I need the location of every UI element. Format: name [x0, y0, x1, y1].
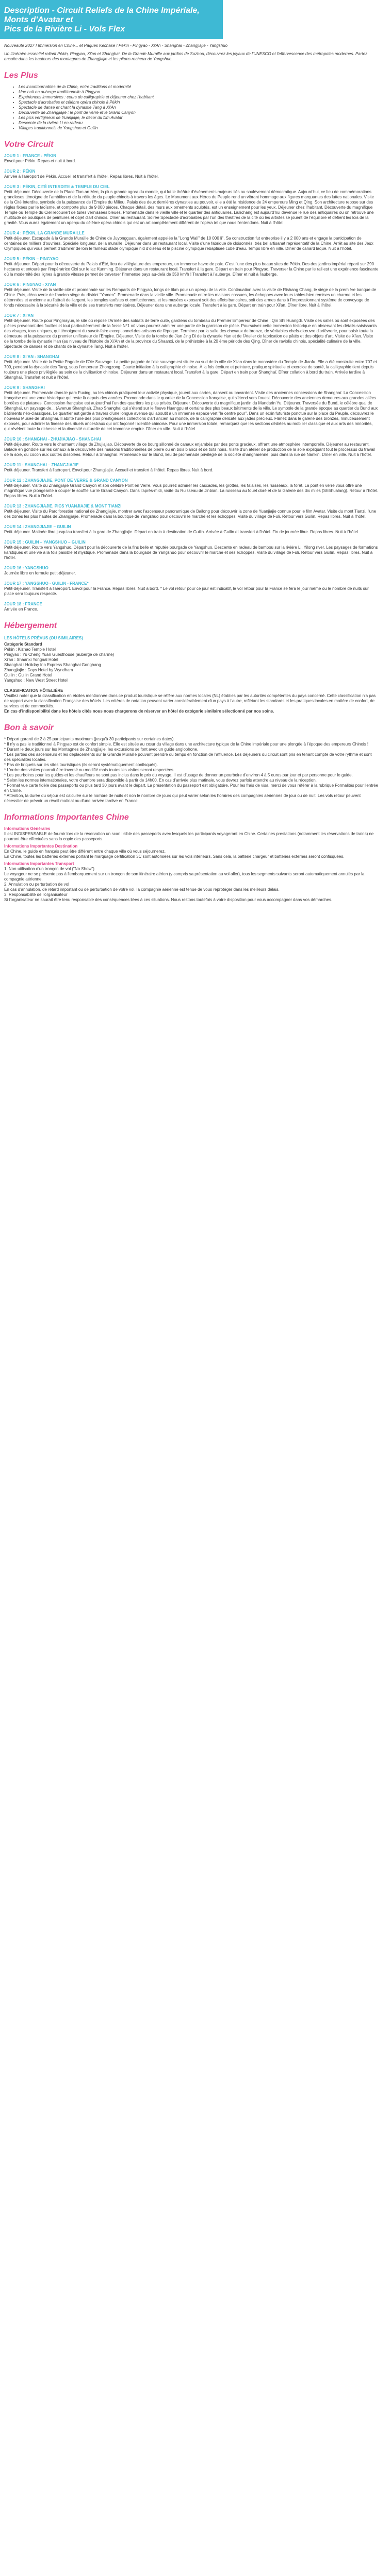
- plus-item: • Descente de la rivière Li en radeau: [19, 121, 379, 126]
- savoir-item: * Les pourboires pour les guides et les chauffeurs ne sont pas inclus dans le prix du voyage. Il est d'usage de donner un pourboire d'environ 4 à 5 euros par jour et par personne pour le guide.: [4, 773, 353, 777]
- day-title: JOUR 3 : PÉKIN, CITÉ INTERDITE & TEMPLE DU CIEL: [4, 184, 110, 189]
- day-block: [4, 437, 379, 457]
- day-title: JOUR 7 : XI'AN: [4, 313, 34, 318]
- plus-item: • Villages traditionnels de Yangshuo et Guilin: [19, 126, 379, 131]
- hotel-item: Zhangjiajie : Days Hotel by Wyndham: [4, 668, 73, 672]
- day-description: Arrivée à l'aéroport de Pékin. Accueil et transfert à l'hôtel. Repas libres. Nuit à l'hôtel.: [4, 174, 159, 179]
- infos-destination-body-2: En Chine, toutes les batteries externes portant le marquage certification 3C sont autorisées sur les vols intérieurs. Sans cela, la batterie chargeur et batteries externes seront confisquées.: [4, 854, 345, 859]
- day-block: [4, 184, 379, 226]
- savoir-item: * Pas de briquets sur les sites touristiques (ils seront systématiquement confisqués).: [4, 762, 158, 767]
- transport-item: Si l'organisateur ne saurait être tenu responsable des conséquences liées à ces situations. Nous restons toutefois à votre disposition pour vous accompagner dans vos démarches.: [4, 897, 333, 902]
- infos-transport-title: Informations Importantes Transport: [4, 861, 74, 866]
- day-description: Petit-déjeuner. Route vers Yangshuo. Départ pour la découverte de la fins belle et réputée bourgade de Yangshuo. Descente en radeau de bambou sur la rivière Li, Yilong river. Les paysages de formations karstiques et une vie à la fois paisible et mystique. Promenade dans la bourgade de Yangshuo pour découvrir le marché et ses échoppes. Visite du village de Fuli. Retour vers Guilin. Repas libres. Nuit à l'hôtel.: [4, 545, 378, 560]
- day-title: JOUR 16 : YANGSHUO: [4, 566, 48, 570]
- plus-item: • Une nuit en auberge traditionnelle à Pingyao: [19, 90, 379, 95]
- day-block: [4, 231, 379, 251]
- day-description: Petit-déjeuner. Promenade dans le parc Fuxing, au les chinois pratiquent leur activité physique, jouent aux cartes, dansent ou bavardent. Visite des anciennes concessions de Shanghaï. La Concession française est une zone historique qui reste là depuis des années. Promenade dans le quartier de la Concession française, qui s'étend vers l'ouest. Découverte des anciennes demeures aux grandes allées bordées de platanes. Concession française est aujourd'hui l'un des quartiers les plus prisés. Déjeuner. Découverte du magnifique jardin du Mandarin Yu. Déjeuner. Traversée du Bund, le célèbre quai de Shanghaï, un paysage de... (Avenue Shanghai). Zhao Shanghai qui s'étend sur le fleuve Huangpu et certains des plus beaux bâtiments de la ville. Le symbole de la grande époque au quartier du Bund aux bâtiments néo-classiques. Le quartier est gardé à travers d'une longue avenue qui aboutit à un immense espace vert "le centre pour". Dans un écrin futuriste ponctué sur la place du Peuple, découvrez le nouveau Musée de Shanghaï. Il abrite l'une des plus prestigieuses collections d'art ancien au monde, de la calligraphie délicate aux jades précieux. Flânez dans le galerie des bronzes, minutieusement exposés, pour admirer la finesse des rituels ancestraux qui ont façonné l'identité chinoise. Pour une immersion totale, remarquez que les sections dédiées au mobilier classique et aux arts des minorités, qui révèlent toute la richesse et la diversité culturelle de cet immense empire. Dîner en ville. Nuit à l'hôtel.: [4, 391, 378, 431]
- day-description: Petit-déjeuner. Transfert à l'aéroport. Envol pour Zhangjiajie. Accueil et transfert à l'hôtel. Repas libres. Nuit à bord.: [4, 468, 214, 472]
- day-title: JOUR 11 : SHANGHAI – ZHANGJIAJIE: [4, 463, 79, 467]
- day-title: JOUR 10 : SHANGHAI - ZHUJIAJIAO - SHANGHAI: [4, 437, 101, 442]
- savoir-item: * Il n'y a pas le traditionnel à Pingyao est de confort simple. Elle est située au cœur du village dans une architecture typique de la Chine impériale pour une plongée à l'époque des empereurs Chinois !: [4, 742, 369, 747]
- transport-item: 3. Responsabilité de l'organisateur: [4, 892, 68, 897]
- infos-title: Informations Importantes Chine: [4, 813, 129, 822]
- day-description: Envol pour Pékin. Repas et nuit à bord.: [4, 159, 76, 163]
- day-block: [4, 385, 379, 432]
- savoir-item: * Départ garanti de 2 à 25 participants maximum (jusqu'à 30 participants sur certaines dates).: [4, 737, 175, 741]
- day-description: Petit-déjeuner. Découverte de la Place Tian an Men, la plus grande agora du monde, qui fut le théâtre d'événements majeurs liés au soulèvement démocratique. Aujourd'hui, ce lieu de commémorations grandioses témoigne de l'ambition et de la rétitude du peuple chinois à travers les âges. Le Monument aux Héros du Peuple rend un vibrant hommage aux figures marquantes des luttes nationales. Visite de la Cité Interdite, symbole de la puissance de l'Empire du Milieu. Palais des deux dernières dynasties au pouvoir, elle a été la résidence de 24 empereurs Ming et Qing. Son architecture repose sur des règles fixées par le taoïsme, et comporte plus de 9 000 pièces. Chaque détail, des murs aux ornements sculptés, est un enseignement pour les yeux. Déjeuner chez l'habitant. Découverte du magnifique Temple ou Temple du Ciel recouvert de tuiles vernissées bleues. Promenade dans le vieille ville et le quartier des antiquaires. Liulichang est aujourd'hui devenue le rue des antiquaires où on retrouve une multitude de boutiques de peintures et objet d'art chinois. Dîner au restaurant. Soirée Spectacle d'acrobaties par l'un des théâtres de la cité où les artistes se jouent de l'équilibre et défient les lois de la gravité. Vous aurez également un aperçu du célèbre opéra chinois qui est un art complètement différent de l'opéra tel que nous l'entendons. Nuit à l'hôtel.: [4, 190, 374, 225]
- day-description: Petit-déjeuner. Matinée libre jusqu'au transfert à la gare de Zhangjiajie. Départ en train à destination de Guilin. Arrivée à Guilin et transfert à l'hôtel. Fin de journée libre. Repas libres. Nuit à l'hôtel.: [4, 530, 360, 534]
- transport-item: 2. Annulation ou perturbation de vol: [4, 882, 69, 887]
- circuit-title: Votre Circuit: [4, 140, 54, 149]
- day-block: [4, 504, 379, 519]
- day-block: [4, 463, 379, 473]
- hotel-item: Yangshuo : New West Street Hotel: [4, 678, 68, 683]
- day-block: [4, 154, 379, 164]
- page: [0, 0, 391, 913]
- savoir-item: * Selon les normes internationales, votre chambre sera disponible à partir de 14h00. En cas d'arrivée plus matinale, vous devrez parfois attendre au niveau de la réception.: [4, 778, 317, 783]
- day-title: JOUR 2 : PÉKIN: [4, 169, 36, 174]
- day-description: Petit-déjeuner. Visite de la vieille cité et promenade sur les Remparts de Pingyao, longs de 6km pour un aperçu de la ville. Continuation avec la visite de Rishang Chang, le siège de la première banque de Chine. Puis, découverte de l'ancien siège du district "Yamen". Promenade dans la vieille ville. Promenade entre les maisons cossues, les échoppes avec leurs tables bien remises un charme et les détonnées et ancienne au l'attrait de l'argent, les temples taoïstes et confucéennes, et les musées exposant soit des effets bancaires, soit des armes dans à l'impressionnant système de convoyage de fonds nécessaire à la sécurité de la ville et de ses transferts monétaires. Déjeuner dans une auberge locale. Transfert à la gare. Départ en train pour Xi'an. Dîner libre. Nuit à l'hôtel.: [4, 287, 377, 308]
- classification-body: Veuillez noter que la classification en étoiles mentionnée dans ce produit touristique se réfère aux normes locales (NL) établies par les autorités compétentes du pays concerné. Cette classification n'a pas de rapport avec la classification Française des hôtels. Les critères de notation peuvent varier considérablement d'un pays à l'autre, reflétant les standards et les pratiques locales en matière de confort, de services et de commodités.: [4, 693, 376, 708]
- hotels-category: Catégorie Standard: [4, 642, 42, 647]
- day-block: [4, 524, 379, 535]
- page-header: [0, 0, 223, 39]
- transport-item: En cas d'annulation, de retard important ou de perturbation de votre vol, la compagnie aérienne est tenue de vous reprotéger dans les meilleurs délais.: [4, 887, 280, 892]
- day-title: JOUR 5 : PÉKIN – PINGYAO: [4, 257, 59, 261]
- day-block: [4, 282, 379, 308]
- classification-note: En cas d'indisponibilité dans les hôtels cités nous nous chargerons de réserver un hôtel de catégorie similaire sélectionné par nos soins.: [4, 709, 274, 714]
- day-description: Petit-déjeuner. Départ pour la découverte du Palais d'Été, lieu de villégiature des empereurs, un immense havre de paix. C'est l'une des plus beaux sites de Pékin. Des des jardins impérial réparti sur 290 hectares et entouré par l'impératrice Cixi sur le lac Kunming. Déjeuner dans un restaurant local. Transfert à la gare. Départ en train pour Pingyao. Traverser la Chine par le rail est une expérience fascinante où la modernité des lignes à grande vitesse permet de traverser l'immense pays au-delà de 350 km/h ! Transfert à l'auberge. Dîner et nuit à l'auberge.: [4, 262, 379, 277]
- page-title-line-1: Description - Circuit Reliefs de la Chine Impériale, Monts d'Avatar et: [4, 6, 200, 24]
- infos-destination-title: Informations Importantes Destination: [4, 844, 78, 849]
- savoir-list: [4, 737, 379, 804]
- intro: [4, 43, 379, 62]
- plus-item: • Spectacle de danse et chant la dynastie Tang à Xi'An: [19, 105, 379, 110]
- day-title: JOUR 1 : FRANCE - PÉKIN: [4, 154, 56, 158]
- savoir-item: * Durant le deux jours sur les Montagnes de Zhangjiajie, les excursions se font avec un guide anglophone.: [4, 747, 199, 752]
- infos-general-title: Informations Générales: [4, 826, 51, 831]
- day-description: Petit-déjeuner. Route vers le charmant village de Zhujiajiao. Découverte de ce bourg sillonné de canaux enjambés par des ponts gracieux, offrant une atmosphère intemporelle. Déjeuner au restaurant. Balade en gondole sur les canaux à la découverte des maisons traditionnelles de pierre ou en bois blancs et de toits noirs. Visite d'un atelier de production de la soie expliquant tout le processus du travail de la soie, du cocon aux coûtes dissolées. Retour à Shanghaï. Promenade sur le Bund, lieu de promenade privilégié de la société shanghaïenne, puis dans la rue de Nankin. Dîner en ville. Nuit à l'hôtel.: [4, 442, 376, 457]
- day-title: JOUR 14 : ZHANGJIAJIE – GUILIN: [4, 524, 71, 529]
- plus-list: [4, 84, 379, 131]
- day-block: [4, 566, 379, 576]
- hotels-subtitle: LES HÔTELS PRÉVUS (OU SIMILAIRES): [4, 636, 83, 640]
- day-block: [4, 478, 379, 499]
- day-description: Petit-déjeuner. Visite du Parc forestier national de Zhangjiajie, montrer avec l'ascenseur panoramique de Bailong pour découvrir la zone de Yuanjiajie connue pour le film Avatar. Visite du mont Tianzi, l'une des zones les plus hautes de Zhangjiajie. Promenade dans la boutique de Yangshuo pour découvrir le marché et les échoppes. Visite du village de Fuli. Retour vers Guilin. Repas libres. Nuit à l'hôtel.: [4, 509, 377, 519]
- savoir-title: Bon à savoir: [4, 723, 54, 732]
- day-block: [4, 540, 379, 561]
- hotel-item: Guilin : Guilin Grand Hotel: [4, 673, 52, 677]
- main-content: [0, 39, 383, 913]
- page-title-line-2: Pics de la Rivière Li - Vols Flex: [4, 25, 125, 33]
- savoir-item: * L'ordre des visites pourrait être inversé ou modifié mais toutes les visites seront respectées.: [4, 768, 175, 772]
- day-title: JOUR 15 : GUILIN – YANGSHUO – GUILIN: [4, 540, 86, 545]
- plus-item: • Les incontournables de la Chine, entre traditions et modernité: [19, 84, 379, 90]
- day-title: JOUR 9 : SHANGHAI: [4, 385, 45, 390]
- savoir-item: * Les parties des ascenseurs et les déplacements sur la Grande Muraille pouvant prendre du temps en fonction de l'affluence. Les déjeuners du circuit sont pris en tenant compte de votre rythme et sont des spécialités locales.: [4, 752, 372, 762]
- day-block: [4, 354, 379, 380]
- day-description: Petit-déjeuner. Transfert à l'aéroport. Envol pour la France. Repas libres. Nuit à bord. * Le vol retour pour ce jour est indicatif, le vol retour pour la France se fera le jour même ou le nombre de nuits sur place sera toujours respecté.: [4, 586, 369, 596]
- classification-title: CLASSIFICATION HÔTELIÈRE: [4, 688, 63, 693]
- transport-item: 1. Non-utilisation d'un tronçon de vol ("No Show"): [4, 867, 94, 871]
- day-block: [4, 581, 379, 597]
- day-title: JOUR 17 : YANGSHUO - GUILIN - FRANCE*: [4, 581, 89, 586]
- infos-destination-body-1: En Chine, le guide en français peut être différent entre chaque ville où vous séjournerez.: [4, 849, 166, 854]
- hotel-item: Pingyao : Yu Cheng Yuan Guesthouse (auberge de charme): [4, 652, 115, 657]
- day-block: [4, 602, 379, 612]
- day-title: JOUR 6 : PINGYAO - XI'AN: [4, 282, 56, 287]
- transport-list: [4, 867, 379, 903]
- plus-item: • Les pics vertigineux de Yuanjiajie, le décor du film Avatar: [19, 115, 379, 121]
- day-description: Petit-déjeuner. Visite du Zhangjiajie Grand Canyon et son célèbre Pont en Verre. Vous pourrez admirer les cascades, les grottes, les falaises, les ruisseaux, la forêt. La pont en verre vous offre une magnifique vue plongeante à couper le souffle sur le Grand Canyon. Dans l'après-midi, visite du Ruisseau de Jinbian. La ruisseau au fouet doré et de la Galerie des dix miles (Shilihualang). Retour à l'hôtel. Repas libres. Nuit à l'hôtel.: [4, 483, 379, 498]
- infos-general-body: Il est INDISPENSABLE de fournir lors de la réservation un scan lisible des passeports avec lesquels les participants voyageront en Chine. Certaines prestations (notamment les réservations de trains) ne pourront être effectuées sans la copie des passeports.: [4, 832, 374, 841]
- plus-item: • Découverte de Zhangjiajie : le pont de verre et le Grand Canyon: [19, 110, 379, 115]
- day-description: Petit-déjeuner. Route pour Pingmayun, le site où repose l'Armée des soldats de terre cuite, gardiens du tombeau du Premier Empereur de Chine : Qin Shi Huangdi. Visite des salles où sont exposées des pièces provenant des fouilles et tout particulièrement de la fosse N°1 où vous pourrez admirer une partie de la garnison de pièce. Poursuivez cette immersion historique en observant les détails saisissants des visages, tous uniques, qui témoignent du savoir-faire exceptionnel des artisans de l'époque. Terminez par la salle des chevaux de bronze, de véritables chefs-d'œuvre d'orfèvrerie, pour saisir toute la démesure et la puissance du premier unificateur de l'Empire. Déjeuner. Visite de la tombe de Jian Jing Di de la dynastie Han et de l'Atelier de fabrication de pâtés et des objets d'art. Visite de Xi'an. Visite de la tombe de la dynastie Han (au niveau de l'histoire de Xi'An et de la province du Shaanxi, de la préhistoire à la 20 ème période des Qing. Dîner de raviolis chinois, spécialité culinaire de la ville. Spectacle de danses et de chants de la dynastie Tang. Nuit à l'hôtel.: [4, 318, 377, 349]
- plus-title: Les Plus: [4, 71, 38, 80]
- intro-tagline: Nouveauté 2027 ! Immersion en Chine... et Pâques Kechase ! Pékin - Pingyao - Xi'An - Shanghaï - Zhangjiajie - Yangshuo: [4, 43, 228, 48]
- day-title: JOUR 12 : ZHANGJIAJIE, PONT DE VERRE & GRAND CANYON: [4, 478, 128, 483]
- hotel-item: Xi'an : Shaanxi Yongnal Hotel: [4, 657, 58, 662]
- plus-item: • Expériences immersives : cours de calligraphie et déjeuner chez l'habitant: [19, 95, 379, 100]
- day-block: [4, 257, 379, 277]
- hotel-item: Pékin : Kizhao Temple Hotel: [4, 647, 56, 652]
- day-title: JOUR 4 : PÉKIN, LA GRANDE MURAILLE: [4, 231, 85, 235]
- transport-item: Le voyageur ne se présente pas à l'embarquement sur un tronçon de son itinéraire aérien (y compris sa présentation au vol aller), tous les segments suivants seront automatiquement annulés par la compagnie aérienne.: [4, 872, 365, 882]
- savoir-item: * Format vue carte fidèle des passeports ou plus tard 30 jours avant le départ. La présentation du passeport est obligatoire. Pour les frais de visa, merci de vous référer à la rubrique Formalités pour l'entrée en Chine.: [4, 783, 379, 793]
- day-description: Petit-déjeuner. Visite de la Petite Pagode de l'Oie Sauvage. La petite pagode de l'oie sauvage est située au sud de la ville de Xi'an dans le monastère du Temple de Jianfu. Elle a été construite entre 707 et 709, pendant la dynastie des Tang, sous l'empereur Zhongzong. Courte initiation à la calligraphie chinoise. À la fois écriture et peinture, pratique spirituelle et exercice de santé, la calligraphie tient depuis toujours une place privilégiée au sein de la civilisation chinoise. Déjeuner dans un restaurant local. Transfert à la gare. Départ en train pour Shanghaï. Dîner collation à bord du train. Arrivée tardive à Shanghaï. Transfert et nuit à l'hôtel.: [4, 360, 377, 380]
- savoir-item: * Attention, la durée du séjour est calculée sur le nombre de nuits et non le nombre de jours qui peut varier selon les horaires des compagnies aériennes de jour ou de nuit. Les vols retour peuvent nécessiter de prévoir un réveil matinal ou d'une arrivée tardive en France.: [4, 793, 361, 803]
- day-block: [4, 313, 379, 349]
- intro-description: Un itinéraire essentiel reliant Pékin, Pingyao, Xi'an et Shanghaï. De la Grande Muraille aux jardins de Suzhou, découvrez les joyaux de l'UNESCO et l'effervescence des métropoles modernes. Partez ensuite dans les hauteurs des montagnes de Zhangjiajie et les pitons rocheux de Yangshuo.: [4, 52, 368, 61]
- day-block: [4, 169, 379, 179]
- hotel-item: Shanghaï : Holiday Inn Express Shanghai Gonghang: [4, 663, 101, 667]
- hotel-list: [4, 647, 379, 683]
- day-title: JOUR 13 : ZHANGJIAJIE, PICS YUANJIAJIE & MONT TIANZI: [4, 504, 122, 509]
- day-description: Arrivée en France.: [4, 607, 38, 612]
- day-description: Journée libre en formule petit-déjeuner.: [4, 571, 76, 575]
- day-title: JOUR 8 : XI'AN - SHANGHAI: [4, 354, 59, 359]
- hotels-title: Hébergement: [4, 621, 57, 630]
- plus-item: • Spectacle d'acrobaties et célèbre opéra chinois à Pékin: [19, 100, 379, 105]
- day-description: Petit-déjeuner. Escapade à la Grande Muraille de Chine de Juyongguan, également appelée la "Long Wall" de 10 000 li". Sa construction fut entreprise il y a 2 000 ans et engage la participation de centaines de milliers d'ouvriers. Spéciale longueur, de la muraille. Déjeuner dans un restaurant local. Visite d'une fabrique de cloisonnés, très bel artisanat représentatif de la Chine. Arrêt au site des Jeux Olympiques qui vous permet d'admirer de loin le fameux stade olympique nid d'oiseau et la piscine olympique rebaptisée cube d'eau. Temps libre en ville. Dîner de canard laqué. Nuit à l'hôtel.: [4, 236, 373, 251]
- day-title: JOUR 18 : FRANCE: [4, 602, 42, 606]
- itinerary: [4, 154, 379, 612]
